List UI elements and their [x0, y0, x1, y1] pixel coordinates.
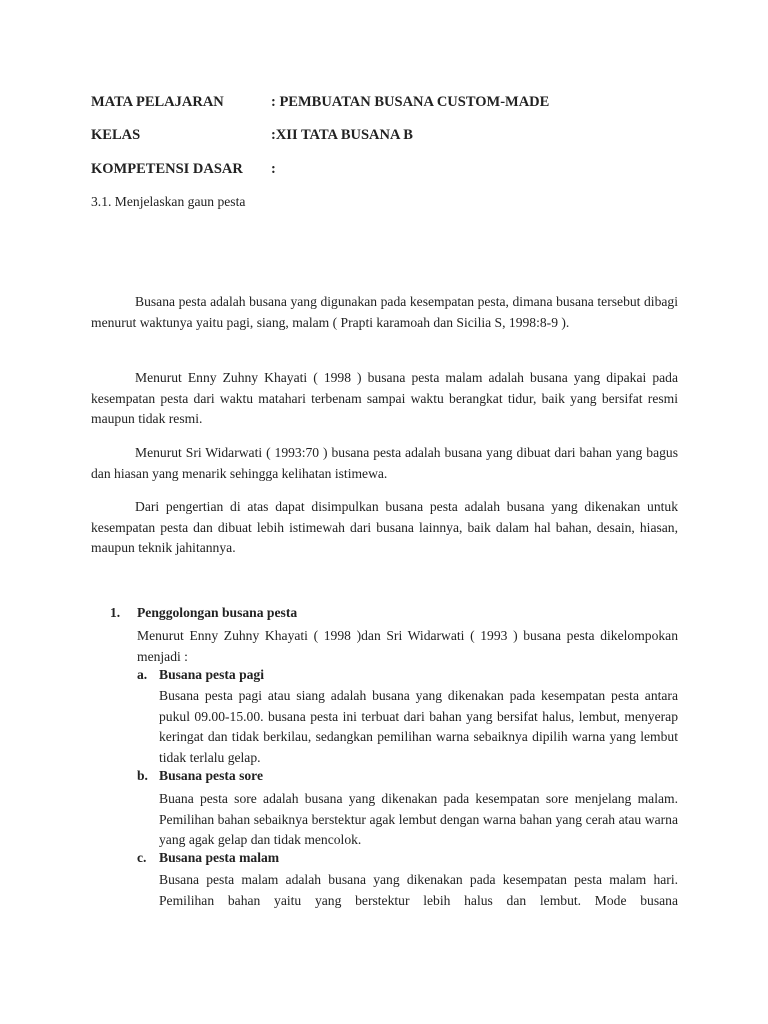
item-a-text: Busana pesta pagi atau siang adalah busana yang dikenakan pada kesempatan pesta antara pukul 09.00-15.00. busana pesta ini terbuat dari bahan yang bersifat halus, lembut, menyerap keringat dan tidak berkilau, sedangkan pemilihan warna sebaiknya dipilih warna yang lembut tidak terlalu gelap.: [159, 688, 678, 765]
item-b-body: [159, 789, 678, 851]
item-b-title: Busana pesta sore: [159, 768, 263, 783]
item-b-text: Buana pesta sore adalah busana yang dikenakan pada kesempatan sore menjelang malam. Pemilihan bahan sebaiknya berstektur agak lembut dengan warna bahan yang cerah atau warna yang agak gelap dan tidak mencolok.: [159, 791, 678, 847]
class-label: KELAS: [91, 127, 141, 143]
section-title: Penggolongan busana pesta: [137, 605, 298, 620]
intro-text-2: Menurut Enny Zuhny Khayati ( 1998 ) busana pesta malam adalah busana yang dipakai pada kesempatan pesta dari waktu matahari terbenam sampai waktu berangkat tidur, baik yang bersifat resmi maupun tidak resmi.: [91, 370, 678, 426]
intro-text-3: Menurut Sri Widarwati ( 1993:70 ) busana pesta adalah busana yang dibuat dari bahan yang bagus dan hiasan yang menarik sehingga kelihatan istimewa.: [91, 445, 678, 481]
item-b-letter: b.: [137, 768, 148, 783]
subject-label: MATA PELAJARAN: [91, 94, 224, 110]
item-c-text: Busana pesta malam adalah busana yang dikenakan pada kesempatan pesta malam hari. Pemilihan bahan yaitu yang berstektur lebih halus dan lembut. Mode busana: [159, 872, 678, 908]
item-a-title: Busana pesta pagi: [159, 667, 265, 682]
intro-paragraph-3: [91, 443, 678, 484]
intro-paragraph-4: [91, 497, 678, 559]
item-a-body: [159, 686, 678, 768]
item-c-letter: c.: [137, 850, 147, 865]
intro-text-1: Busana pesta adalah busana yang digunakan pada kesempatan pesta, dimana busana tersebut dibagi menurut waktunya yaitu pagi, siang, malam ( Prapti karamoah dan Sicilia S, 1998:8-9 ).: [91, 294, 678, 330]
section-intro-text: Menurut Enny Zuhny Khayati ( 1998 )dan Sri Widarwati ( 1993 ) busana pesta dikelompokan menjadi :: [137, 628, 678, 664]
competency-label: KOMPETENSI DASAR: [91, 161, 243, 177]
section-number: 1.: [110, 605, 121, 620]
intro-text-4: Dari pengertian di atas dapat disimpulkan busana pesta adalah busana yang dikenakan untuk kesempatan pesta dan dibuat lebih istimewah dari busana lainnya, baik dalam hal bahan, desain, hiasan, maupun teknik jahitannya.: [91, 499, 678, 555]
item-c-body: [159, 870, 678, 932]
item-a-letter: a.: [137, 667, 148, 682]
subject-value: : PEMBUATAN BUSANA CUSTOM-MADE: [271, 94, 550, 110]
intro-paragraph-1: [91, 292, 678, 333]
competency-value: :: [271, 161, 276, 177]
item-c-title: Busana pesta malam: [159, 850, 280, 865]
section-intro: [137, 626, 678, 667]
intro-paragraph-2: [91, 368, 678, 430]
competency-item: 3.1. Menjelaskan gaun pesta: [91, 194, 246, 209]
class-value: :XII TATA BUSANA B: [271, 127, 413, 143]
